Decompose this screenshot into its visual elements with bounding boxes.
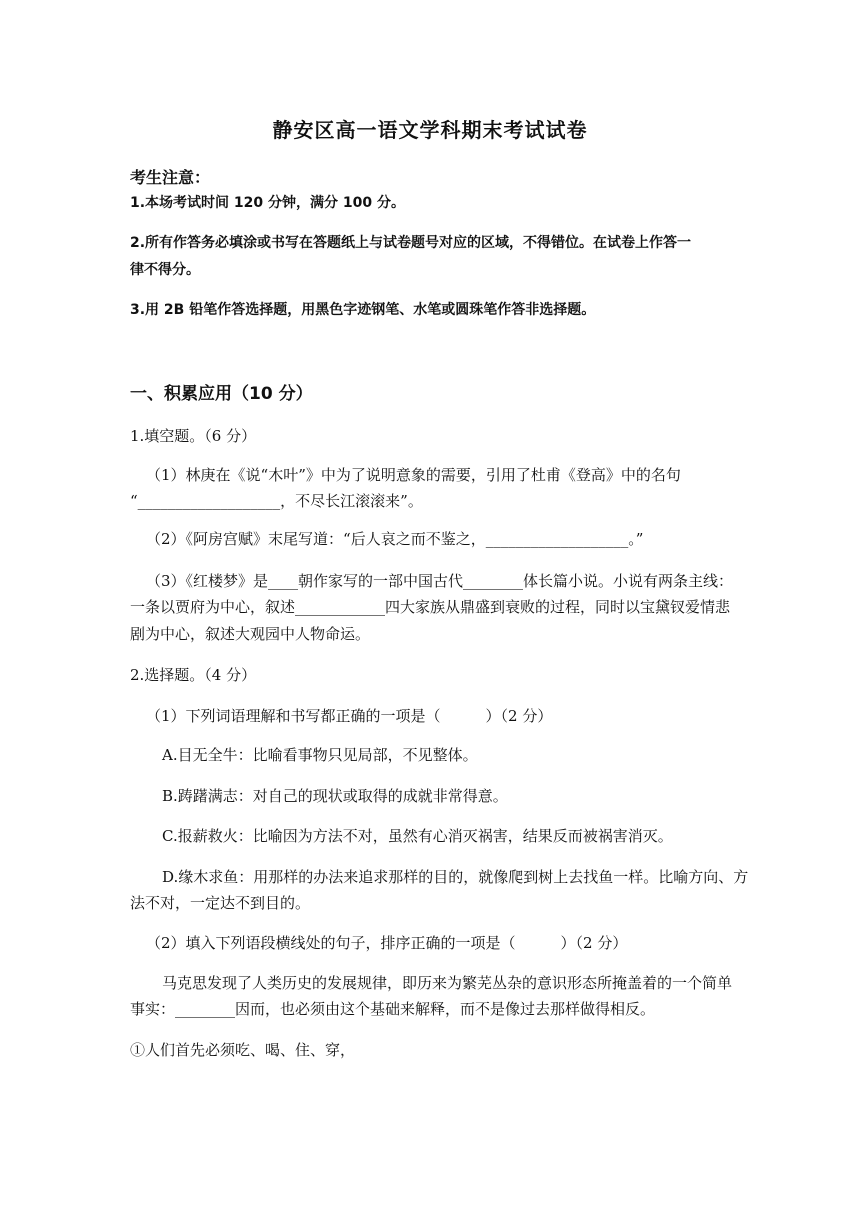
question-heading: 1.填空题。（6 分） — [130, 427, 257, 445]
question-line: （1）下列词语理解和书写都正确的一项是（ ）（2 分） — [146, 707, 553, 725]
question-line: （2）《阿房宫赋》末尾写道：“后人哀之而不鉴之，___________________。” — [146, 530, 644, 548]
notice-item-continued: 律不得分。 — [130, 262, 200, 278]
option-a: A.目无全牛：比喻看事物只见局部，不见整体。 — [162, 746, 478, 764]
question-line: （2）填入下列语段横线处的句子，排序正确的一项是（ ）（2 分） — [146, 934, 628, 952]
question-line: （3）《红楼梦》是____朝作家写的一部中国古代________体长篇小说。小说有两条主线： — [146, 572, 734, 590]
option-d-continued: 法不对，一定达不到目的。 — [130, 894, 311, 912]
notice-item: 1.本场考试时间 120 分钟，满分 100 分。 — [130, 195, 406, 211]
question-line: （1）林庚在《说“木叶”》中为了说明意象的需要，引用了杜甫《登高》中的名句 — [146, 466, 681, 484]
page-title: 静安区高一语文学科期末考试试卷 — [272, 118, 588, 142]
notice-heading: 考生注意： — [130, 168, 211, 187]
option-b: B.踌躇满志：对自己的现状或取得的成就非常得意。 — [162, 787, 508, 805]
passage-line: 事实：________因而，也必须由这个基础来解释，而不是像过去那样做得相反。 — [130, 1000, 656, 1018]
option-d: D.缘木求鱼：用那样的办法来追求那样的目的，就像爬到树上去找鱼一样。比喻方向、方 — [162, 868, 749, 886]
list-item: ①人们首先必须吃、喝、住、穿， — [130, 1041, 356, 1059]
question-heading: 2.选择题。（4 分） — [130, 666, 257, 684]
question-line: “___________________，不尽长江滚滚来”。 — [130, 492, 423, 510]
section-heading: 一、积累应用（10 分） — [130, 384, 313, 404]
passage-line: 马克思发现了人类历史的发展规律，即历来为繁芜丛杂的意识形态所掩盖着的一个简单 — [162, 974, 733, 992]
question-line: 一条以贾府为中心，叙述____________四大家族从鼎盛到衰败的过程，同时以宝黛钗爱情悲 — [130, 598, 731, 616]
notice-item: 2.所有作答务必填涂或书写在答题纸上与试卷题号对应的区域，不得错位。在试卷上作答一 — [130, 235, 692, 251]
option-c: C.报薪救火：比喻因为方法不对，虽然有心消灭祸害，结果反而被祸害消灭。 — [162, 827, 673, 845]
question-line: 剧为中心，叙述大观园中人物命运。 — [130, 625, 371, 643]
notice-item: 3.用 2B 铅笔作答选择题，用黑色字迹钢笔、水笔或圆珠笔作答非选择题。 — [130, 302, 596, 318]
